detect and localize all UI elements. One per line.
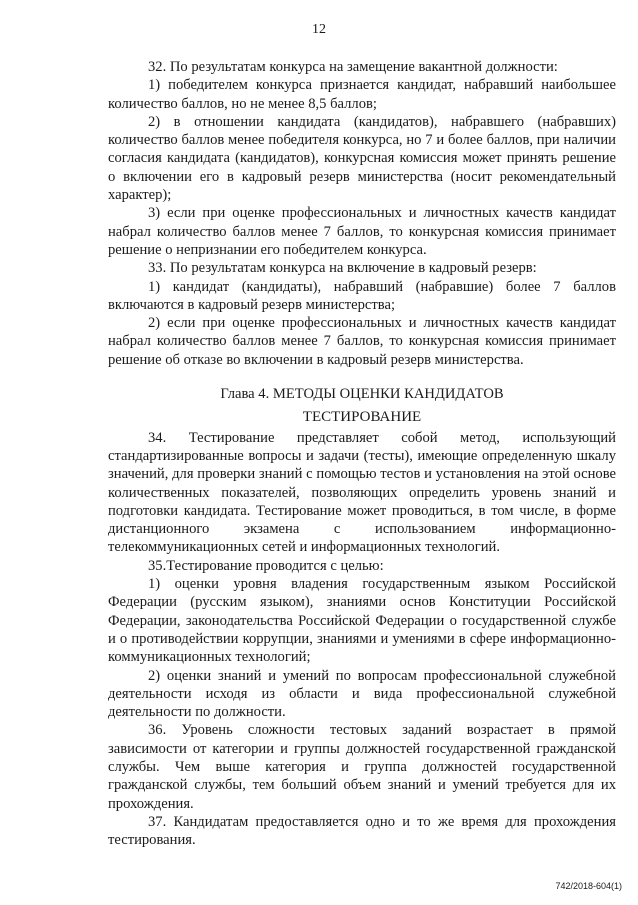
paragraph-33: 33. По результатам конкурса на включение в кадровый резерв:	[148, 260, 537, 277]
paragraph-35-item-1: 1) оценки уровня владения государственным языком Российской Федерации (русским языком), знаниями основ Конституции Российской Федерации, законодательства Российской Федерации о государственной службе и о противодействии коррупции, знаниями и умениями в сфере информационно-коммуникационных технологий;	[108, 576, 616, 666]
paragraph-33-item-1: 1) кандидат (кандидаты), набравший (набравшие) более 7 баллов включаются в кадровый резерв министерства;	[108, 278, 616, 313]
paragraph-32-item-2: 2) в отношении кандидата (кандидатов), набравшего (набравших) количество баллов менее победителя конкурса, но 7 и более баллов, при наличии согласия кандидата (кандидатов), конкурсная комиссия может принять решение о включении его в кадровый резерв министерства (носит рекомендательный характер);	[108, 113, 616, 204]
section-heading: ТЕСТИРОВАНИЕ	[302, 409, 422, 426]
document-body	[108, 58, 616, 849]
paragraph-35: 35.Тестирование проводится с целью:	[148, 557, 384, 574]
paragraph-36: 36. Уровень сложности тестовых заданий возрастает в прямой зависимости от категории и группы должностей государственной гражданской службы. Чем выше категория и группа должностей государственной гражданской службы, тем больший объем знаний и умений требуется для их прохождения.	[108, 722, 616, 812]
chapter-heading: Глава 4. МЕТОДЫ ОЦЕНКИ КАНДИДАТОВ	[220, 386, 504, 403]
paragraph-33-item-2: 2) если при оценке профессиональных и личностных качеств кандидат набрал количество баллов менее 7 баллов, то конкурсная комиссия принимает решение об отказе во включении в кадровый резерв министерства.	[108, 315, 616, 368]
paragraph-34: 34. Тестирование представляет собой метод, использующий стандартизированные вопросы и задачи (тесты), имеющие определенную шкалу значений, для проверки знаний с помощью тестов и установления на этой основе количественных показателей, позволяющих определить уровень знаний и подготовки кандидата. Тестирование может проводиться, в том числе, в форме дистанционного экзамена с использованием информационно-телекоммуникационных сетей и информационных технологий.	[108, 429, 616, 556]
paragraph-32-item-1: 1) победителем конкурса признается кандидат, набравший наибольшее количество баллов, но не менее 8,5 баллов;	[108, 77, 616, 112]
paragraph-35-item-2: 2) оценки знаний и умений по вопросам профессиональной служебной деятельности исходя из области и вида профессиональной служебной деятельности по должности.	[108, 667, 616, 721]
paragraph-32: 32. По результатам конкурса на замещение вакантной должности:	[148, 59, 558, 75]
page-number: 12	[312, 22, 326, 37]
paragraph-32-item-3: 3) если при оценке профессиональных и личностных качеств кандидат набрал количество баллов менее 7 баллов, то конкурсная комиссия принимает решение о непризнании его победителем конкурса.	[108, 205, 616, 258]
document-code: 742/2018-604(1)	[555, 881, 622, 891]
paragraph-37: 37. Кандидатам предоставляется одно и то же время для прохождения тестирования.	[108, 813, 616, 849]
